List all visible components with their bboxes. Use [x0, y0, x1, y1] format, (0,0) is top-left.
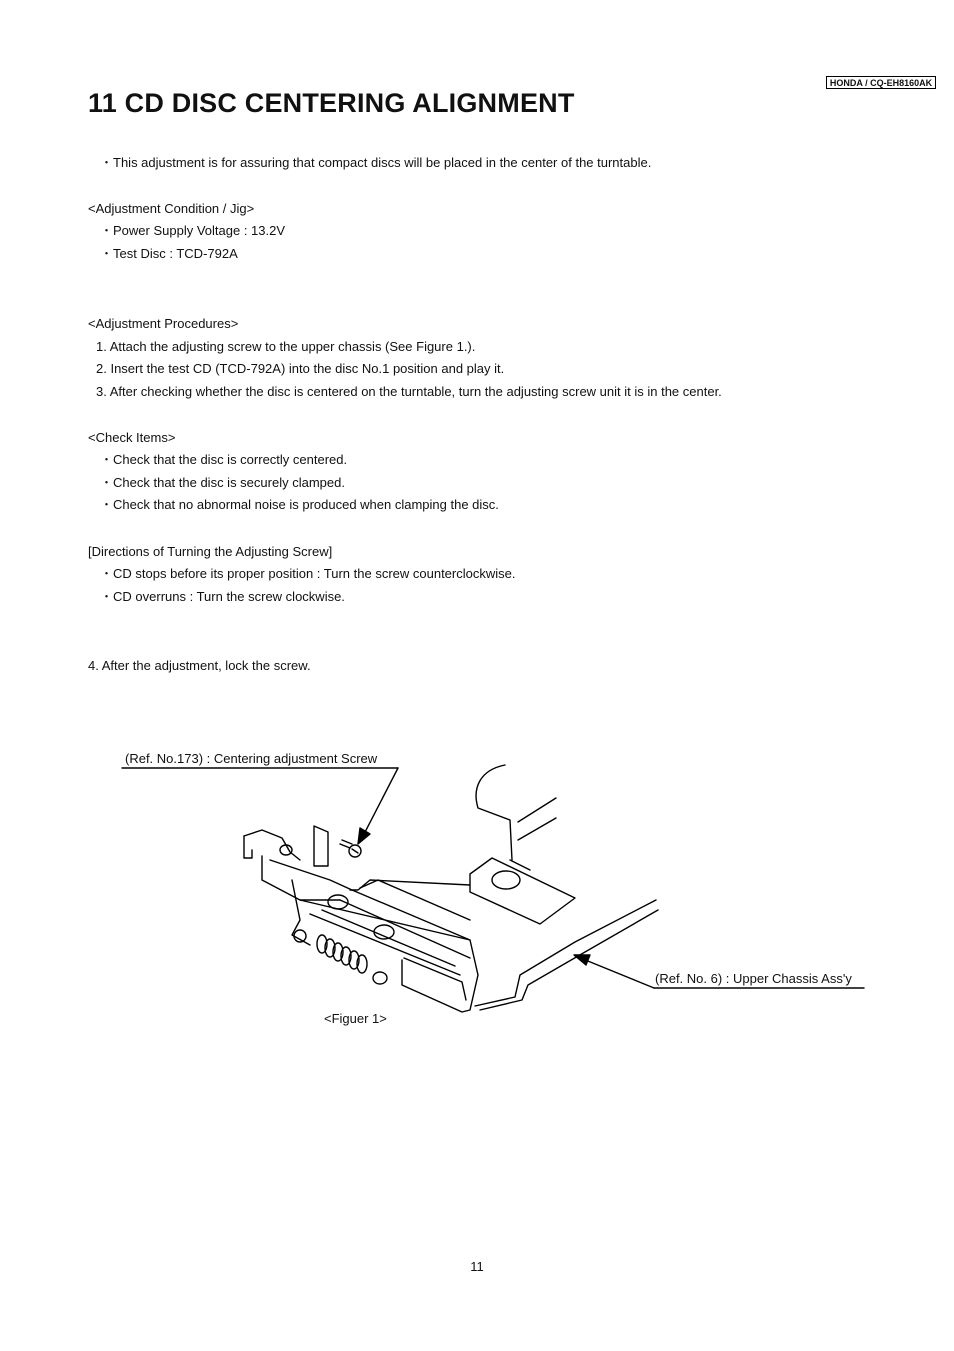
procedure-step: 2. Insert the test CD (TCD-792A) into the disc No.1 position and play it.: [96, 361, 505, 376]
figure-caption: <Figuer 1>: [324, 1011, 387, 1026]
screw-leader-line: [122, 768, 398, 844]
step-4-text: 4. After the adjustment, lock the screw.: [88, 658, 311, 673]
check-item: ・ Check that the disc is securely clamped.: [100, 475, 345, 491]
spring-coil: [317, 935, 367, 973]
chassis-label: (Ref. No. 6) : Upper Chassis Ass'y: [655, 971, 852, 986]
model-badge: HONDA / CQ-EH8160AK: [826, 76, 936, 89]
check-item: ・ Check that no abnormal noise is produced when clamping the disc.: [100, 497, 499, 513]
intro-text: ・ This adjustment is for assuring that compact discs will be placed in the center of the turntable.: [100, 155, 651, 171]
check-heading: <Check Items>: [88, 430, 176, 445]
page-title: 11 CD DISC CENTERING ALIGNMENT: [88, 88, 575, 118]
screw-label: (Ref. No.173) : Centering adjustment Screw: [125, 751, 378, 766]
procedure-step: 3. After checking whether the disc is centered on the turntable, turn the adjusting screw unit it is in the center.: [96, 384, 722, 399]
condition-heading: <Adjustment Condition / Jig>: [88, 201, 255, 216]
procedures-heading: <Adjustment Procedures>: [88, 316, 239, 331]
directions-heading: [Directions of Turning the Adjusting Screw]: [88, 544, 333, 559]
procedure-step: 1. Attach the adjusting screw to the upper chassis (See Figure 1.).: [96, 339, 476, 354]
condition-item: ・ Test Disc : TCD-792A: [100, 246, 238, 262]
directions-item: ・ CD stops before its proper position : Turn the screw counterclockwise.: [100, 566, 515, 582]
check-item: ・ Check that the disc is correctly centered.: [100, 452, 347, 468]
page-number: 11: [470, 1259, 484, 1274]
condition-item: ・ Power Supply Voltage : 13.2V: [100, 223, 285, 239]
directions-item: ・ CD overruns : Turn the screw clockwise.: [100, 589, 345, 605]
